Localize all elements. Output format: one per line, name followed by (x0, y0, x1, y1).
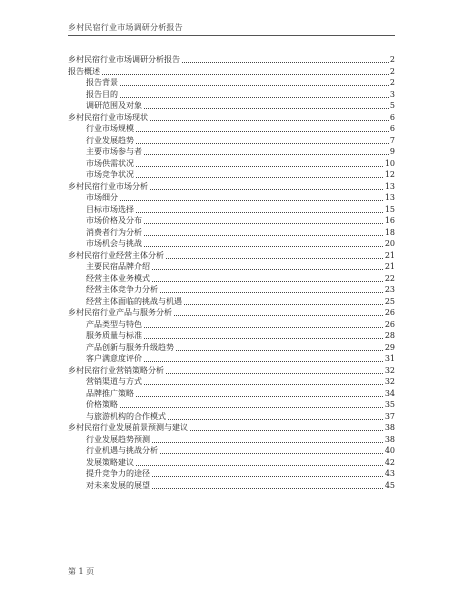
toc-entry[interactable] (68, 388, 395, 400)
toc-entry-page: 7 (389, 135, 395, 145)
toc-entry[interactable] (68, 399, 395, 411)
toc-entry-label: 乡村民宿行业市场分析 (68, 181, 148, 191)
toc-entry-page: 16 (384, 216, 395, 225)
toc-entry-page: 12 (384, 170, 395, 179)
toc-leader-dots (86, 97, 389, 98)
page-header: 乡村民宿行业市场调研分析报告 (68, 23, 183, 32)
toc-entry-label: 消费者行为分析 (86, 227, 142, 237)
page-number: 第 1 页 (68, 567, 95, 576)
toc-entry-label: 品牌推广策略 (86, 388, 134, 398)
toc-leader-dots (86, 85, 389, 86)
toc-entry-label: 价格策略 (86, 400, 118, 409)
toc-entry-page: 35 (384, 400, 395, 409)
toc-entry-page: 20 (384, 239, 395, 248)
toc-entry-label: 报告目的 (86, 89, 118, 99)
toc-entry-page: 26 (384, 308, 395, 317)
toc-entry[interactable] (68, 273, 395, 285)
toc-entry[interactable] (68, 342, 395, 354)
toc-entry-page: 13 (384, 181, 395, 191)
toc-entry-page: 5 (389, 101, 395, 110)
toc-entry-label: 市场细分 (86, 193, 118, 202)
toc-entry-page: 6 (389, 124, 395, 133)
toc-entry-label: 经营主体竞争力分析 (86, 285, 158, 294)
toc-entry[interactable] (68, 376, 395, 388)
toc-entry-label: 目标市场选择 (86, 204, 134, 214)
toc-entry-page: 22 (384, 273, 395, 283)
toc-entry[interactable] (68, 181, 395, 193)
toc-entry[interactable] (68, 100, 395, 112)
toc-entry[interactable] (68, 227, 395, 239)
toc-entry-page: 13 (384, 193, 395, 202)
toc-entry[interactable] (68, 468, 395, 480)
toc-entry-page: 42 (384, 457, 395, 467)
toc-entry-label: 报告背景 (86, 78, 118, 87)
toc-entry-label: 乡村民宿行业发展前景预测与建议 (68, 423, 188, 432)
toc-entry[interactable] (68, 204, 395, 216)
toc-entry-page: 26 (384, 319, 395, 329)
toc-entry-label: 行业发展趋势 (86, 135, 134, 145)
toc-entry-label: 市场竞争状况 (86, 170, 134, 179)
toc-entry-page: 9 (389, 147, 395, 156)
toc-entry[interactable] (68, 112, 395, 124)
toc-entry[interactable] (68, 250, 395, 262)
toc-entry-page: 21 (384, 250, 395, 260)
toc-entry[interactable] (68, 307, 395, 319)
toc-entry-page: 18 (384, 227, 395, 237)
toc-entry-label: 乡村民宿行业市场现状 (68, 112, 148, 122)
toc-entry-label: 行业市场规模 (86, 124, 134, 133)
toc-entry-page: 2 (389, 66, 395, 76)
toc-entry[interactable] (68, 158, 395, 170)
toc-entry-page: 34 (384, 388, 395, 398)
toc-entry-page: 15 (384, 204, 395, 214)
toc-entry-label: 经营主体面临的挑战与机遇 (86, 296, 182, 306)
toc-entry[interactable] (68, 77, 395, 89)
toc-entry-page: 31 (384, 354, 395, 363)
toc-entry-page: 43 (384, 469, 395, 478)
toc-entry[interactable] (68, 422, 395, 434)
toc-entry-label: 行业机遇与挑战分析 (86, 446, 158, 455)
toc-entry-label: 与旅游机构的合作模式 (86, 411, 166, 421)
toc-entry-label: 产品类型与特色 (86, 319, 142, 329)
toc-entry-label: 乡村民宿行业市场调研分析报告 (68, 55, 180, 64)
toc-entry[interactable] (68, 296, 395, 308)
toc-entry-page: 32 (384, 365, 395, 375)
toc-leader-dots (86, 200, 389, 201)
toc-entry[interactable] (68, 238, 395, 250)
toc-entry-page: 2 (389, 78, 395, 87)
toc-entry-label: 市场价格及分布 (86, 216, 142, 225)
toc-entry[interactable] (68, 457, 395, 469)
toc-entry-page: 37 (384, 411, 395, 421)
toc-entry-label: 产品创新与服务升级趋势 (86, 342, 174, 352)
toc-entry-label: 主要市场参与者 (86, 147, 142, 156)
toc-entry-label: 调研范围及对象 (86, 101, 142, 110)
toc-entry[interactable] (68, 89, 395, 101)
toc-entry-label: 营销渠道与方式 (86, 377, 142, 386)
toc-leader-dots (86, 407, 389, 408)
toc-entry[interactable] (68, 353, 395, 365)
toc-entry-label: 乡村民宿行业营销策略分析 (68, 365, 164, 375)
table-of-contents (68, 54, 395, 491)
toc-entry[interactable] (68, 445, 395, 457)
toc-entry[interactable] (68, 146, 395, 158)
toc-entry-page: 40 (384, 446, 395, 455)
toc-entry[interactable] (68, 192, 395, 204)
toc-entry[interactable] (68, 284, 395, 296)
toc-entry[interactable] (68, 135, 395, 147)
toc-entry[interactable] (68, 319, 395, 331)
toc-entry[interactable] (68, 434, 395, 446)
toc-entry-label: 市场机会与挑战 (86, 239, 142, 248)
toc-entry-label: 主要民宿品牌介绍 (86, 262, 150, 271)
toc-entry-label: 提升竞争力的途径 (86, 469, 150, 478)
header-rule (68, 35, 395, 36)
toc-entry-page: 38 (384, 434, 395, 444)
toc-entry-page: 23 (384, 285, 395, 294)
toc-entry[interactable] (68, 169, 395, 181)
toc-entry-page: 3 (389, 89, 395, 99)
toc-entry[interactable] (68, 261, 395, 273)
toc-entry-page: 38 (384, 423, 395, 432)
toc-entry-page: 21 (384, 262, 395, 271)
toc-entry-label: 发展策略建议 (86, 457, 134, 467)
toc-entry[interactable] (68, 411, 395, 423)
toc-entry[interactable] (68, 66, 395, 78)
toc-entry-label: 行业发展趋势预测 (86, 434, 150, 444)
toc-entry-label: 报告概述 (68, 66, 100, 76)
toc-entry[interactable] (68, 54, 395, 66)
toc-entry-label: 乡村民宿行业经营主体分析 (68, 250, 164, 260)
toc-entry-page: 32 (384, 377, 395, 386)
toc-entry-label: 经营主体业务模式 (86, 273, 150, 283)
toc-entry-label: 客户满意度评价 (86, 354, 142, 363)
toc-entry-page: 2 (389, 55, 395, 64)
toc-entry-page: 25 (384, 296, 395, 306)
toc-entry[interactable] (68, 365, 395, 377)
toc-entry-page: 10 (384, 158, 395, 168)
toc-leader-dots (68, 74, 389, 75)
toc-entry[interactable] (68, 215, 395, 227)
toc-entry-page: 29 (384, 342, 395, 352)
toc-entry[interactable] (68, 123, 395, 135)
toc-entry-label: 市场供需状况 (86, 158, 134, 168)
toc-entry[interactable] (68, 480, 395, 492)
toc-entry-label: 服务质量与标准 (86, 331, 142, 340)
toc-entry-page: 6 (389, 112, 395, 122)
toc-entry-label: 乡村民宿行业产品与服务分析 (68, 308, 172, 317)
toc-entry-label: 对未来发展的展望 (86, 480, 150, 490)
toc-entry[interactable] (68, 330, 395, 342)
toc-entry-page: 28 (384, 331, 395, 340)
toc-entry-page: 45 (384, 480, 395, 490)
